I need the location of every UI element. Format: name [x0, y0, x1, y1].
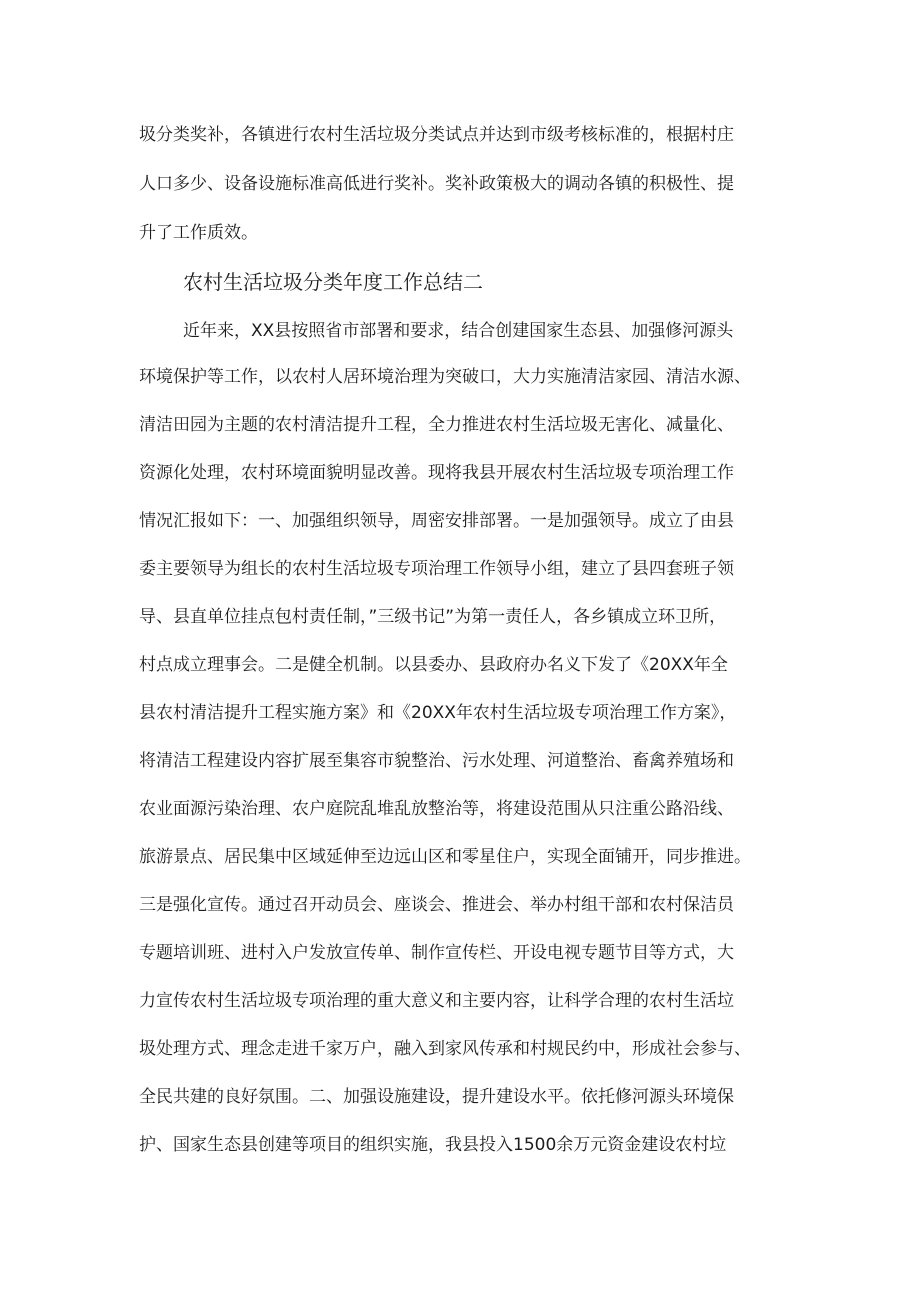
text-line: 将清洁工程建设内容扩展至集容市貌整治、污水处理、河道整治、畜禽养殖场和	[139, 751, 734, 771]
text-line: 村点成立理事会。二是健全机制。以县委办、县政府办名义下发了《20XX年全	[139, 655, 728, 675]
text-line: 委主要领导为组长的农村生活垃圾专项治理工作领导小组，建立了县四套班子领	[139, 559, 734, 579]
text-line: 情况汇报如下：一、加强组织领导，周密安排部署。一是加强领导。成立了由县	[139, 511, 734, 531]
text-line: 升了工作质效。	[139, 223, 258, 243]
text-line: 护、国家生态县创建等项目的组织实施，我县投入1500余万元资金建设农村垃	[139, 1135, 727, 1155]
text-line: 力宣传农村生活垃圾专项治理的重大意义和主要内容，让科学合理的农村生活垃	[139, 991, 734, 1011]
text-line: 旅游景点、居民集中区域延伸至边远山区和零星住户，实现全面铺开，同步推进。	[139, 847, 751, 867]
text-line: 资源化处理，农村环境面貌明显改善。现将我县开展农村生活垃圾专项治理工作	[139, 463, 734, 483]
text-line: 导、县直单位挂点包村责任制，”三级书记”为第一责任人，各乡镇成立环卫所，	[139, 607, 727, 627]
text-line: 环境保护等工作，以农村人居环境治理为突破口，大力实施清洁家园、清洁水源、	[139, 367, 751, 387]
text-line: 圾分类奖补，各镇进行农村生活垃圾分类试点并达到市级考核标准的，根据村庄	[139, 125, 734, 145]
section-title: 农村生活垃圾分类年度工作总结二	[183, 270, 483, 294]
text-line: 专题培训班、进村入户发放宣传单、制作宣传栏、开设电视专题节目等方式，大	[139, 943, 734, 963]
text-line: 农业面源污染治理、农户庭院乱堆乱放整治等，将建设范围从只注重公路沿线、	[139, 799, 734, 819]
text-line: 人口多少、设备设施标准高低进行奖补。奖补政策极大的调动各镇的积极性、提	[139, 174, 734, 194]
text-line: 县农村清洁提升工程实施方案》和《20XX年农村生活垃圾专项治理工作方案》，	[139, 703, 737, 723]
text-line: 全民共建的良好氛围。二、加强设施建设，提升建设水平。依托修河源头环境保	[139, 1087, 734, 1107]
text-line: 三是强化宣传。通过召开动员会、座谈会、推进会、举办村组干部和农村保洁员	[139, 895, 734, 915]
text-line: 近年来，XX县按照省市部署和要求，结合创建国家生态县、加强修河源头	[183, 321, 734, 341]
text-line: 清洁田园为主题的农村清洁提升工程，全力推进农村生活垃圾无害化、减量化、	[139, 415, 734, 435]
text-line: 圾处理方式、理念走进千家万户，融入到家风传承和村规民约中，形成社会参与、	[139, 1039, 751, 1059]
